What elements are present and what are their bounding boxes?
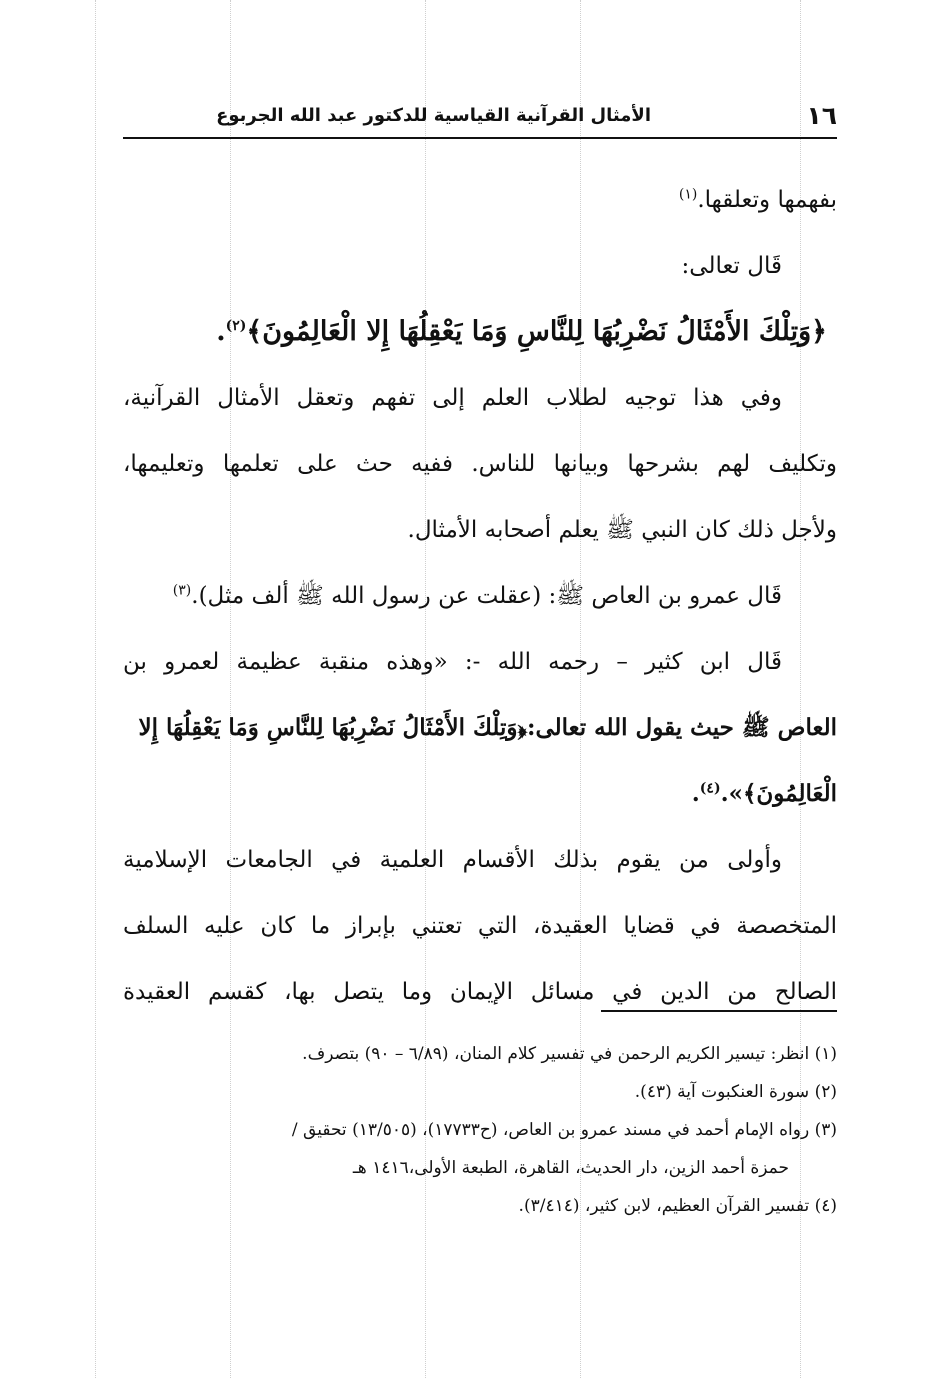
body-line: وأولى من يقوم بذلك الأقسام العلمية في الجامعات الإسلامية: [123, 847, 782, 873]
footnote-ref: (٤): [699, 780, 721, 797]
footnote-ref: (١): [678, 186, 698, 203]
page-number: ١٦: [806, 101, 837, 130]
running-title: الأمثال القرآنية القياسية للدكتور عبد الله الجربوع: [216, 105, 651, 126]
document-page: [123, 95, 837, 1216]
body-line: بفهمها وتعلقها.$^{(١)}$: [678, 186, 837, 213]
footnote-separator: [601, 1010, 837, 1012]
scan-guide-line: [95, 0, 96, 1378]
body-text: [123, 167, 837, 1025]
footnote: (١) انظر: تيسير الكريم الرحمن في تفسير كلام المنان، (٦/٨٩ – ٩٠) بتصرف.: [302, 1044, 837, 1064]
footnote-ref: (٢): [225, 318, 247, 334]
footnote: (٢) سورة العنكبوت آية (٤٣).: [634, 1082, 837, 1102]
body-line: قَال تعالى:: [681, 253, 782, 279]
body-line: الصالح من الدين في مسائل الإيمان وما يتصل بها، كقسم العقيدة: [123, 979, 837, 1005]
body-line: قَال ابن كثير – رحمه الله -: «وهذه منقبة عظيمة لعمرو بن: [123, 649, 782, 675]
quran-verse: ﴿وَتِلْكَ الأَمْثَالُ نَضْرِبُهَا لِلنَّاسِ وَمَا يَعْقِلُهَا إِلا الْعَالِمُونَ﴾$^{(٢)}$.: [216, 316, 827, 347]
footnotes: [123, 1035, 837, 1225]
body-line: ولأجل ذلك كان النبي ﷺ يعلم أصحابه الأمثال.: [407, 517, 837, 543]
footnote: (٤) تفسير القرآن العظيم، لابن كثير، (٣/٤١٤).: [518, 1196, 837, 1216]
body-line: وتكليف لهم بشرحها وبيانها للناس. ففيه حث على تعلمها وتعليمها،: [123, 451, 837, 477]
footnote-ref: (٣): [172, 582, 192, 599]
footnote: (٣) رواه الإمام أحمد في مسند عمرو بن العاص، (ح١٧٧٣٣)، (١٣/٥٠٥) تحقيق /: [291, 1120, 837, 1140]
body-line-verse: الْعَالِمُونَ﴾».$^{(٤)}$.: [691, 780, 837, 807]
body-line: قَال عمرو بن العاص ﷺ: (عقلت عن رسول الله ﷺ ألف مثل).$^{(٣)}$: [172, 582, 782, 609]
body-line: وفي هذا توجيه لطلاب العلم إلى تفهم وتعقل الأمثال القرآنية،: [123, 385, 782, 411]
body-line: المتخصصة في قضايا العقيدة، التي تعتني بإبراز ما كان عليه السلف: [123, 913, 837, 939]
body-line-verse: العاص ﷺ حيث يقول الله تعالى:﴿وَتِلْكَ الأَمْثَالُ نَضْرِبُهَا لِلنَّاسِ وَمَا يَعْقِلُهَا إِلا: [138, 714, 837, 741]
footnote-continuation: حمزة أحمد الزين، دار الحديث، القاهرة، الطبعة الأولى،١٤١٦ هـ: [352, 1158, 789, 1178]
page-header: [123, 95, 837, 139]
